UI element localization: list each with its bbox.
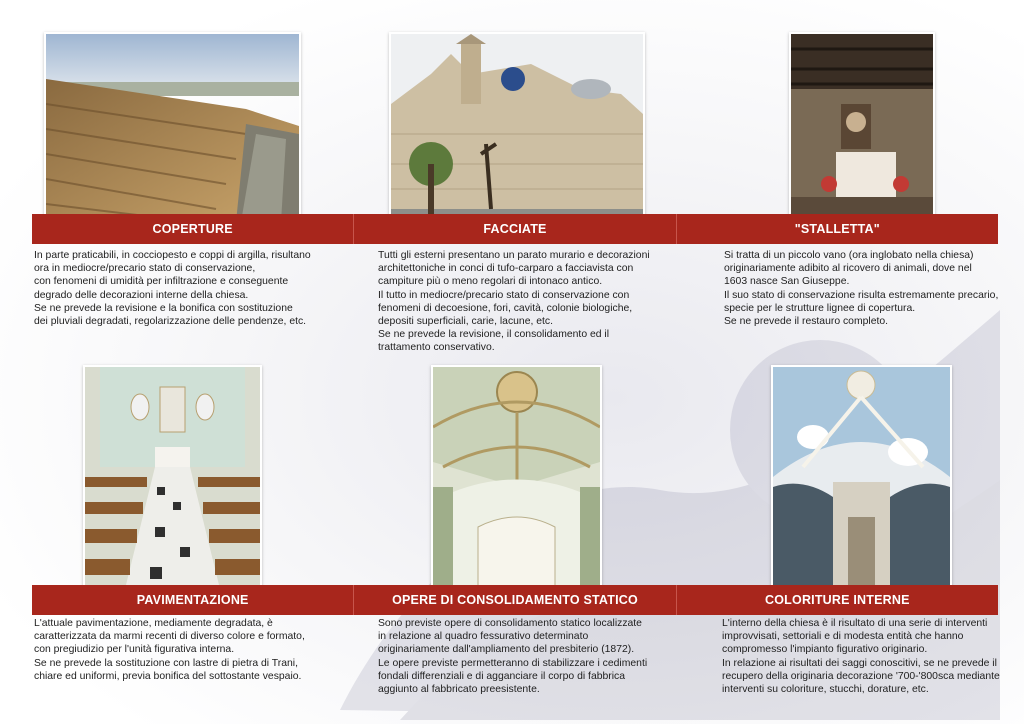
stalletta-title: "STALLETTA" — [794, 222, 880, 236]
pavimentazione-photo — [83, 365, 262, 591]
coperture-title: COPERTURE — [32, 214, 354, 244]
coloriture-text: L'interno della chiesa è il risultato di una serie di interventi improvvisati, settoriali e di modesta entità che hanno compromesso l'impianto figurativo originario. In relazione ai risultati dei saggi conoscitivi, se ne prevede il recupero della originaria decorazione '700-'800sca mediante interventi su coloriture, stucchi, dorature, etc. — [722, 618, 1000, 696]
consolidamento-photo — [431, 365, 602, 591]
top-section-band — [32, 214, 998, 244]
coperture-photo — [44, 32, 301, 224]
consolidamento-text: Sono previste opere di consolidamento statico localizzate in relazione al quadro fessurativo determinato originariamente dall'ampliamento del presbiterio (1872). Le opere previste permetteranno di stabilizzare i cedimenti fondali differenziali e di agganciare il corpo di fabbrica aggiunto al fabbricato preesistente. — [378, 618, 648, 696]
facciate-photo — [389, 32, 645, 224]
pavimentazione-title: PAVIMENTAZIONE — [32, 585, 354, 615]
bottom-section-band — [32, 585, 998, 615]
stalletta-text: Si tratta di un piccolo vano (ora inglobato nella chiesa) originariamente adibito al ricovero di animali, dove nel 1603 nasce San Giuseppe. Il suo stato di conservazione risulta estremamente precario, specie per le strutture lignee di copertura. Se ne prevede il restauro completo. — [724, 250, 999, 328]
coloriture-photo — [771, 365, 952, 591]
facciate-title: FACCIATE — [354, 214, 676, 244]
pavimentazione-text: L'attuale pavimentazione, mediamente degradata, è caratterizzata da marmi recenti di diverso colore e formato, con pregiudizio per l'unità figurativa interna. Se ne prevede la sostituzione con lastre di pietra di Trani, chiare ed uniformi, previa bonifica del sottostante vespaio. — [34, 618, 305, 682]
facciate-text: Tutti gli esterni presentano un parato murario e decorazioni architettoniche in conci di tufo-carparo a facciavista con campiture più o meno regolari di intonaco antico. Il tutto in mediocre/precario stato di conservazione con fenomeni di decoesione, fori, cavità, colonie biologiche, depositi superficiali, carie, lacune, etc. Se ne prevede la revisione, il consolidamento ed il trattamento conservativo. — [378, 250, 650, 354]
consolidamento-title: OPERE DI CONSOLIDAMENTO STATICO — [354, 585, 676, 615]
stalletta-photo — [789, 32, 935, 224]
coloriture-title: COLORITURE INTERNE — [765, 593, 910, 607]
coperture-text: In parte praticabili, in cocciopesto e coppi di argilla, risultano ora in mediocre/precario stato di conservazione, con fenomeni di umidità per infiltrazione e conseguente degrado delle decorazioni interne della chiesa. Se ne prevede la revisione e la bonifica con sostituzione dei pluviali degradati, regolarizzazione delle pendenze, etc. — [34, 250, 311, 328]
